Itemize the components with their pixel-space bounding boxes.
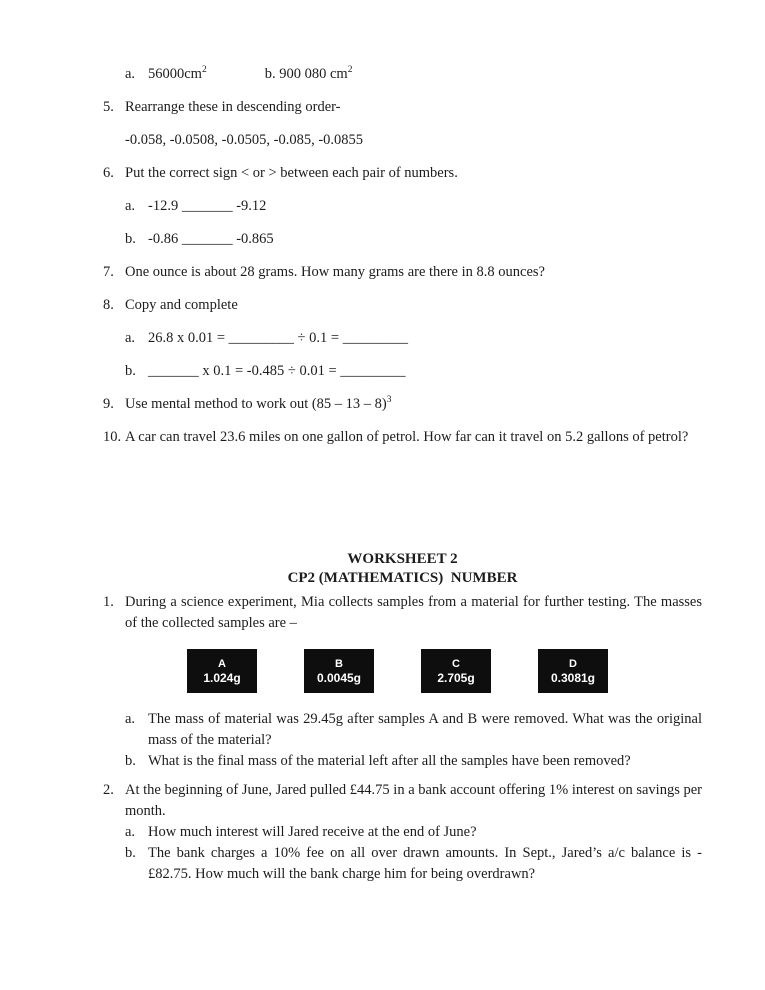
worksheet-title: WORKSHEET 2 bbox=[347, 551, 458, 567]
item-text: How much interest will Jared receive at the end of June? bbox=[148, 824, 477, 840]
question-2-sublist bbox=[103, 822, 702, 885]
superscript: 3 bbox=[386, 395, 392, 406]
values-text: -0.058, -0.0508, -0.0505, -0.085, -0.0855 bbox=[125, 132, 364, 148]
question-9 bbox=[103, 394, 702, 415]
question-number: 9. bbox=[103, 396, 114, 412]
item-text: 26.8 x 0.01 = _________ ÷ 0.1 = _________ bbox=[148, 330, 408, 346]
question-1a bbox=[125, 709, 702, 751]
item-label: a. bbox=[125, 711, 136, 727]
sample-letter: A bbox=[218, 657, 226, 670]
item-value-b: b. 900 080 $cm^2$ bbox=[264, 65, 353, 82]
item-label: a. bbox=[125, 330, 136, 346]
prev-ab-line bbox=[125, 64, 702, 85]
question-1 bbox=[103, 592, 702, 634]
sample-letter: C bbox=[452, 657, 460, 670]
sample-boxes-row bbox=[187, 649, 702, 693]
sample-letter: D bbox=[569, 657, 577, 670]
item-label-a: a. bbox=[125, 66, 136, 82]
question-text: At the beginning of June, Jared pulled £44.75 in a bank account offering 1% interest on savings per month. bbox=[125, 782, 702, 819]
item-text: _______ x 0.1 = -0.485 ÷ 0.01 = _________ bbox=[148, 363, 406, 379]
sample-mass: 0.3081g bbox=[550, 670, 596, 685]
sample-mass: 0.0045g bbox=[316, 670, 362, 685]
sample-box-b bbox=[304, 649, 374, 693]
question-7 bbox=[103, 262, 702, 283]
item-text: -12.9 _______ -9.12 bbox=[148, 198, 267, 214]
question-text: One ounce is about 28 grams. How many grams are there in 8.8 ounces? bbox=[125, 264, 545, 280]
item-value-a: $56000cm^2$ bbox=[148, 65, 207, 82]
superscript: 2 bbox=[347, 65, 353, 76]
question-5-values bbox=[125, 130, 702, 151]
item-text: What is the final mass of the material left after all the samples have been removed? bbox=[148, 753, 631, 769]
question-6b bbox=[125, 229, 702, 250]
item-label: b. bbox=[125, 753, 136, 769]
sample-box-c bbox=[421, 649, 491, 693]
item-label: b. bbox=[125, 363, 136, 379]
question-6 bbox=[103, 163, 702, 184]
question-text: A car can travel 23.6 miles on one gallon of petrol. How far can it travel on 5.2 gallons of petrol? bbox=[125, 429, 689, 445]
question-2 bbox=[103, 780, 702, 822]
question-number: 7. bbox=[103, 264, 114, 280]
sample-mass: 2.705g bbox=[437, 670, 475, 685]
item-text: The mass of material was 29.45g after samples A and B were removed. What was the original mass of the material? bbox=[148, 711, 702, 748]
question-number: 6. bbox=[103, 165, 114, 181]
question-6a bbox=[125, 196, 702, 217]
item-text: The bank charges a 10% fee on all over drawn amounts. In Sept., Jared’s a/c balance is - £82.75. How much will the bank charge him for being overdrawn? bbox=[148, 845, 702, 882]
worksheet-subtitle: CP2 (MATHEMATICS) NUMBER bbox=[287, 570, 518, 586]
question-text: Use mental method to work out (85 – 13 – 8)$^3$ bbox=[125, 395, 392, 412]
superscript: 2 bbox=[201, 65, 207, 76]
question-number: 1. bbox=[103, 594, 114, 610]
question-text: During a science experiment, Mia collects samples from a material for further testing. The masses of the collected samples are – bbox=[125, 594, 702, 631]
question-1b bbox=[125, 751, 702, 772]
item-label: b. bbox=[125, 845, 136, 861]
item-label: a. bbox=[125, 198, 136, 214]
question-number: 5. bbox=[103, 99, 114, 115]
question-8b bbox=[125, 361, 702, 382]
question-number: 2. bbox=[103, 782, 114, 798]
question-2a bbox=[125, 822, 702, 843]
sample-box-a bbox=[187, 649, 257, 693]
sample-mass: 1.024g bbox=[203, 670, 241, 685]
question-8 bbox=[103, 295, 702, 316]
sample-box-d bbox=[538, 649, 608, 693]
item-text: -0.86 _______ -0.865 bbox=[148, 231, 274, 247]
sample-letter: B bbox=[335, 657, 343, 670]
question-text: Copy and complete bbox=[125, 297, 238, 313]
question-2b bbox=[125, 843, 702, 885]
item-label: b. bbox=[125, 231, 136, 247]
question-number: 10. bbox=[103, 429, 122, 445]
question-text: Put the correct sign < or > between each pair of numbers. bbox=[125, 165, 458, 181]
question-1-sublist bbox=[103, 709, 702, 772]
question-5 bbox=[103, 97, 702, 118]
question-text: Rearrange these in descending order- bbox=[125, 99, 341, 115]
item-label: a. bbox=[125, 824, 136, 840]
question-8a bbox=[125, 328, 702, 349]
question-10 bbox=[103, 427, 702, 448]
question-number: 8. bbox=[103, 297, 114, 313]
